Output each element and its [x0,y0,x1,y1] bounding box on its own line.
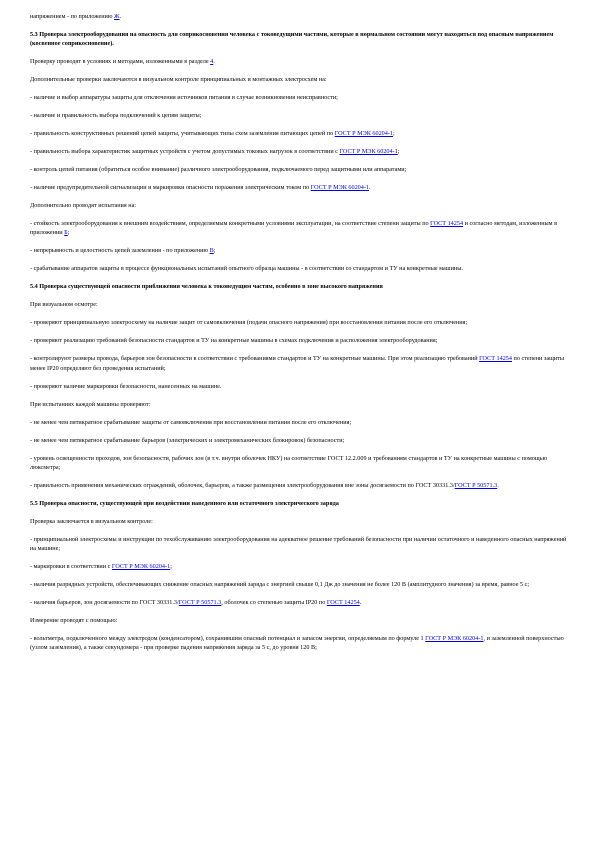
list-item: - принципиальной электросхемы и инструкции по техобслуживанию электрооборудования на адекватное решение требований безопасности при наличии остаточного и наведенного опасных напряжений на машине; [30,535,567,553]
paragraph: напряжением - по приложению Ж. [30,13,122,20]
paragraph: Измерение проводят с помощью: [30,617,118,625]
paragraph: Проверка заключается в визуальном контроле: [30,517,153,525]
list-item: - вольтметра, подключенного между электродом (конденсатором), сохранившим опасный потенциал и запасом энергии, определяемым по формуле 1 ГОСТ Р МЭК 60204-1, и заземленной поверхностью (узлом заземления), а также секундомера - при проверке падения напряжения заряда за 5 с, до уровня 120 В; [30,635,564,652]
list-item: - не менее чем пятикратное срабатывание барьеров (электрических и электромеханических блокировок) безопасности; [30,436,345,444]
list-item: - наличия барьеров, зон досягаемости по ГОСТ 30331.3/ГОСТ Р 50571.3, оболочек со степенью защиты IP20 по ГОСТ 14254. [30,599,362,607]
paragraph: Проверку проводят в условиях и методами, изложенными в разделе 4. [30,58,215,66]
list-item: - наличие и правильность выбора подключений к цепям защиты; [30,112,202,120]
section-link[interactable]: 4 [210,58,214,66]
list-item: - срабатывание аппаратов защиты в процессе функциональных испытаний опытного образца машины - в соответствии со стандартом и ТУ на конкретные машины. [30,265,463,273]
appendix-link[interactable]: Ж [114,13,120,20]
standard-link[interactable]: ГОСТ Р МЭК 60204-1 [111,563,171,571]
standard-link[interactable]: ГОСТ 14254 [430,220,464,228]
section-heading: 5.5 Проверка опасности, существующей при воздействии наведенного или остаточного электрического заряда [30,499,339,507]
paragraph: При визуальном осмотре: [30,301,98,309]
appendix-link[interactable]: Б [64,229,68,237]
list-item: - маркировки в соответствии с ГОСТ Р МЭК 60204-1; [30,563,172,571]
section-heading: 5.3 Проверка электрооборудования на опасность для соприкосновения человека с токоведущими частями, которые в нормальном состоянии могут находиться под опасным напряжением (косвенное соприкосновение). [30,31,554,48]
list-item: - проверяют реализацию требований безопасности стандартов и ТУ на конкретные машины в схемах подключения и расположения электрооборудования; [30,337,438,345]
list-item: - наличие предупредительной сигнализации и маркировки опасности поражения электрическим током по ГОСТ Р МЭК 60204-1. [30,184,371,192]
list-item: - правильность применения механических ограждений, оболочек, барьеров, а также размещения электрооборудования вне зоны досягаемости по ГОСТ 30331.3/ГОСТ Р 50571.3. [30,481,499,489]
list-item: - проверяют принципиальную электросхему на наличие защит от самовключения (подачи опасного напряжения) при восстановлении питания после его отключения; [30,319,468,327]
list-item: - уровень освещенности проходов, зон безопасности, рабочих зон (в т.ч. внутри оболочек НКУ) на соответствие ГОСТ 12.2.009 и требованиям стандартов и ТУ на конкретные машины с помощью люксметра; [30,454,548,471]
standard-link[interactable]: ГОСТ 14254 [326,599,360,607]
standard-link[interactable]: ГОСТ Р МЭК 60204-1 [425,635,484,643]
list-item: - непрерывность и целостность цепей заземления - по приложению В; [30,247,216,255]
list-item: - правильность выбора характеристик защитных устройств с учетом допустимых токовых нагрузок в соответствии с ГОСТ Р МЭК 60204-1; [30,148,400,156]
paragraph: Дополнительные проверки заключаются в визуальном контроле принципиальных и монтажных электросхем на: [30,76,327,84]
standard-link[interactable]: ГОСТ Р 50571.3 [178,599,222,607]
list-item: - наличия разрядных устройств, обеспечивающих снижение опасных напряжений заряда с энергией свыше 0,1 Дж до значения не более 120 В (амплитудного значения) за время, равное 5 с; [30,581,530,589]
list-item: - контролируют размеры провода, барьеров зон безопасности в соответствии с требованиями стандартов и ТУ на конкретные машины. При этом реализацию требований ГОСТ 14254 по степени защиты менее IP20 определяют без проведения испытаний; [30,355,565,372]
standard-link[interactable]: ГОСТ Р МЭК 60204-1 [339,148,398,156]
list-item: - контроль цепей питания (обратиться особое внимание) различного электрооборудования, подключаемого перед защитными или аппаратами; [30,166,407,174]
document-page [30,12,570,661]
standard-link[interactable]: ГОСТ Р МЭК 60204-1 [334,130,394,138]
standard-link[interactable]: ГОСТ Р МЭК 60204-1 [310,184,370,192]
list-item: - проверяют наличие маркировки безопасности, нанесенных на машине. [30,382,222,390]
paragraph: Дополнительно проводят испытания на: [30,202,137,210]
list-item: - не менее чем пятикратное срабатывание защиты от самовключения при восстановлении питания после его отключения; [30,418,352,426]
section-heading: 5.4 Проверка существующей опасности приближения человека к токоведущим частям, особенно в зоне высокого напряжения [30,283,383,291]
standard-link[interactable]: ГОСТ Р 50571.3 [454,481,498,489]
paragraph: При испытаниях каждой машины проверяют: [30,400,151,408]
list-item: - стойкость электрооборудования к внешним воздействиям, определяемым конкретными условиями эксплуатации, на соответствие степени защиты по ГОСТ 14254 и согласно методам, изложенным в приложении Б; [30,220,558,237]
standard-link[interactable]: ГОСТ 14254 [479,355,512,363]
appendix-link[interactable]: В [209,247,214,255]
list-item: - правильность конструктивных решений цепей защиты, учитывающих типы схем заземления питающих цепей по ГОСТ Р МЭК 60204-1; [30,130,395,138]
list-item: - наличие и выбор аппаратуры защиты для отключения источников питания в случае возникновения неисправности; [30,94,338,102]
